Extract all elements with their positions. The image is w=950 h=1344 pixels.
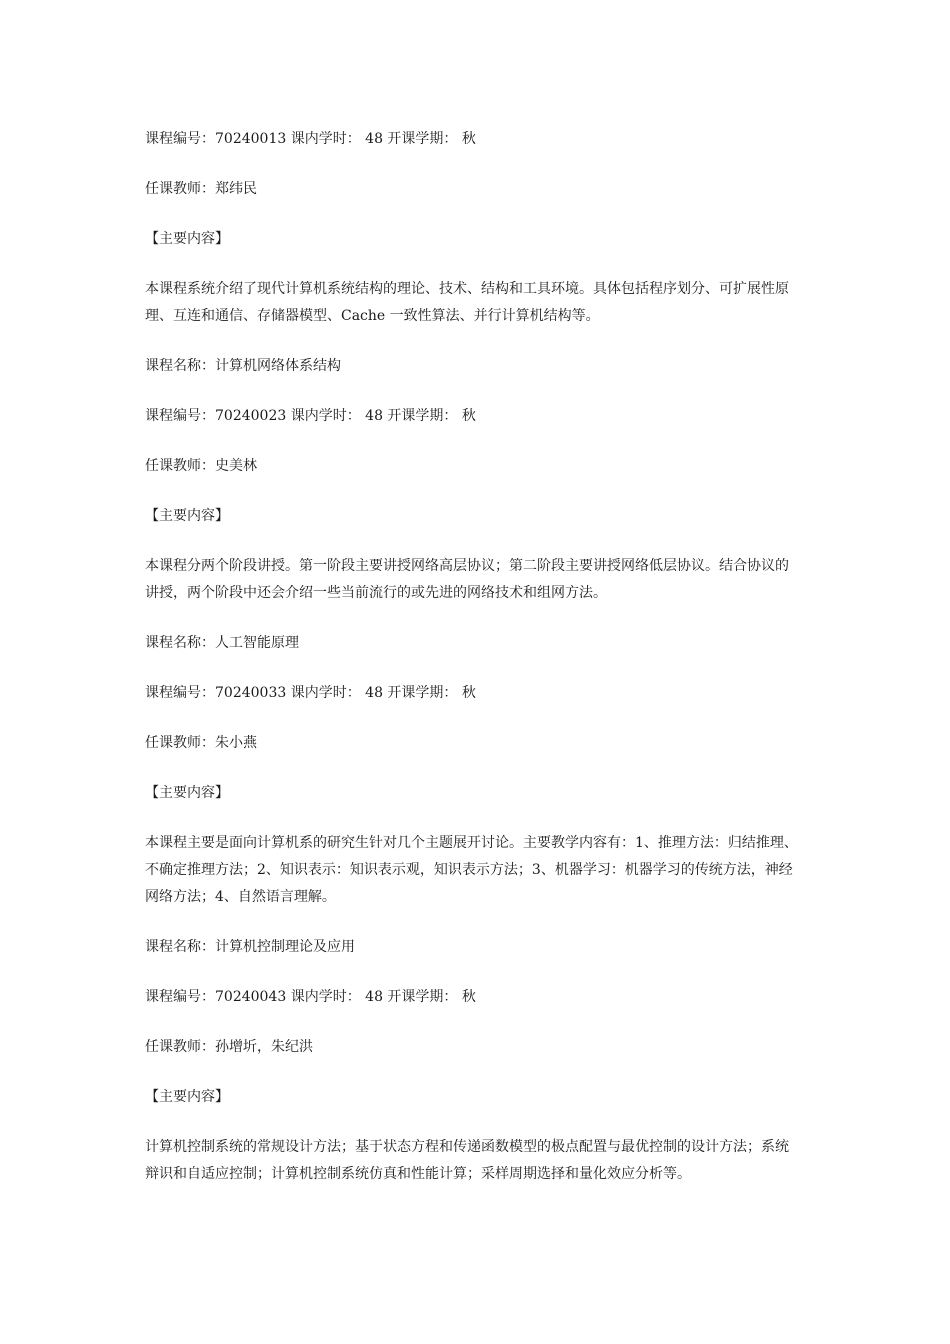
course-4-content-line: 辩识和自适应控制；计算机控制系统仿真和性能计算；采样周期选择和量化效应分析等。 [145, 1166, 691, 1182]
course-1-content-heading: 【主要内容】 [145, 231, 229, 247]
course-3-content-line: 网络方法；4、自然语言理解。 [145, 889, 336, 905]
course-4-teacher: 任课教师：孙增圻，朱纪洪 [145, 1039, 313, 1055]
course-3-content-line: 不确定推理方法；2、知识表示：知识表示观，知识表示方法；3、机器学习：机器学习的传统方法，神经 [145, 862, 793, 878]
course-3-content-heading: 【主要内容】 [145, 785, 229, 801]
course-3-info: 课程编号：70240033 课内学时： 48 开课学期： 秋 [145, 685, 476, 701]
course-4-info: 课程编号：70240043 课内学时： 48 开课学期： 秋 [145, 989, 476, 1005]
course-2-content-heading: 【主要内容】 [145, 508, 229, 524]
course-2-content [145, 553, 817, 607]
course-4-name: 课程名称：计算机控制理论及应用 [145, 939, 355, 955]
course-2-teacher: 任课教师：史美林 [145, 458, 257, 474]
course-4-content-line: 计算机控制系统的常规设计方法；基于状态方程和传递函数模型的极点配置与最优控制的设计方法；系统 [145, 1139, 789, 1155]
document-body [145, 126, 817, 1188]
course-2-content-line: 本课程分两个阶段讲授。第一阶段主要讲授网络高层协议；第二阶段主要讲授网络低层协议。结合协议的 [145, 558, 789, 574]
course-4-content [145, 1134, 817, 1188]
course-1-info: 课程编号：70240013 课内学时： 48 开课学期： 秋 [145, 131, 476, 147]
course-3-content [145, 830, 817, 911]
course-1-teacher: 任课教师：郑纬民 [145, 181, 257, 197]
course-1-content-line: 本课程系统介绍了现代计算机系统结构的理论、技术、结构和工具环境。具体包括程序划分、可扩展性原 [145, 281, 789, 297]
course-2-info: 课程编号：70240023 课内学时： 48 开课学期： 秋 [145, 408, 476, 424]
course-2-name: 课程名称：计算机网络体系结构 [145, 358, 341, 374]
course-1-content [145, 276, 817, 330]
course-3-content-line: 本课程主要是面向计算机系的研究生针对几个主题展开讨论。主要教学内容有：1、推理方法：归结推理、 [145, 835, 798, 851]
course-3-teacher: 任课教师：朱小燕 [145, 735, 257, 751]
course-1-content-line: 理、互连和通信、存储器模型、Cache 一致性算法、并行计算机结构等。 [145, 308, 600, 324]
course-3-name: 课程名称：人工智能原理 [145, 635, 299, 651]
course-2-content-line: 讲授，两个阶段中还会介绍一些当前流行的或先进的网络技术和组网方法。 [145, 585, 607, 601]
course-4-content-heading: 【主要内容】 [145, 1089, 229, 1105]
